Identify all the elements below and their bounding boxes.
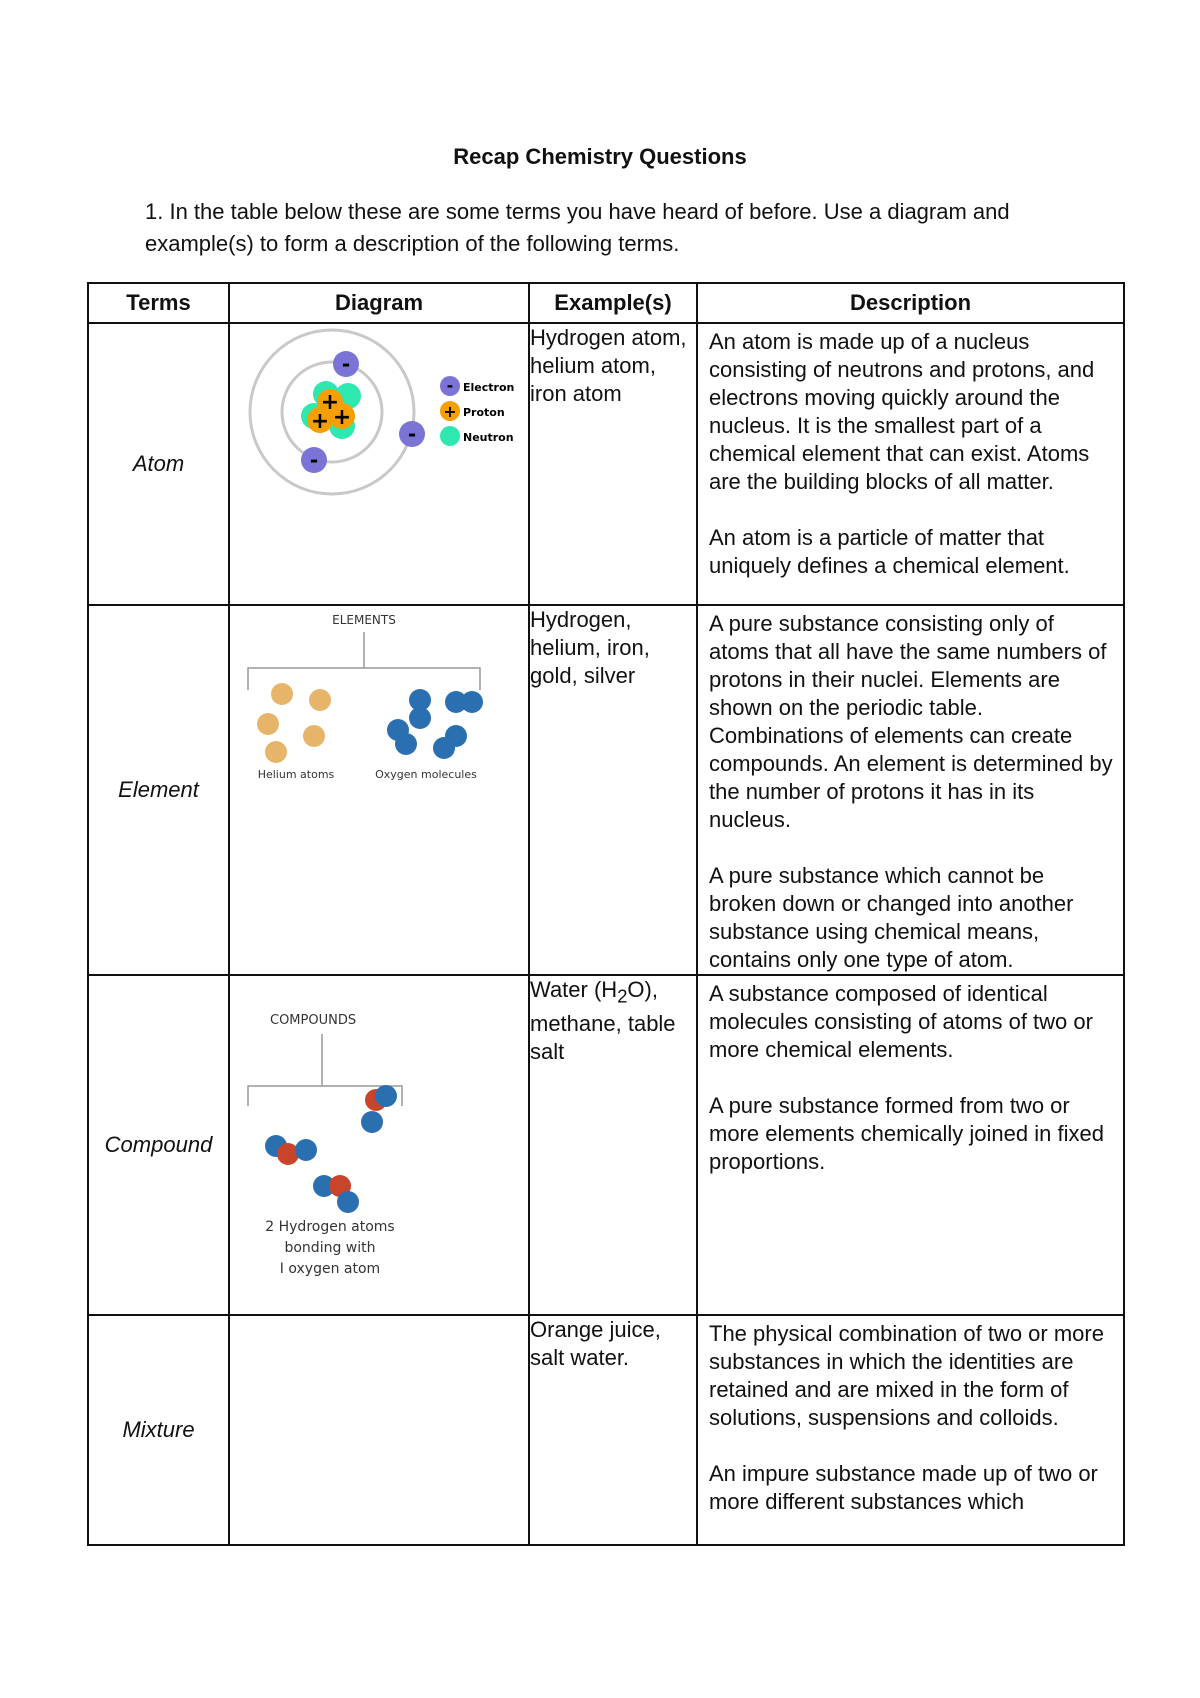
description-paragraph: An atom is a particle of matter that uniquely defines a chemical element.	[709, 525, 1070, 578]
description-paragraph: An impure substance made up of two or more different substances which	[709, 1461, 1098, 1514]
terms-table	[87, 282, 1125, 1546]
description-paragraph: A pure substance formed from two or more elements chemically joined in fixed proportions.	[709, 1093, 1104, 1174]
description-atom	[697, 323, 1124, 605]
svg-text:+: +	[332, 405, 352, 430]
svg-text:-: -	[309, 448, 319, 472]
table-row-element	[88, 605, 1124, 975]
description-element	[697, 605, 1124, 975]
atom-diagram	[230, 324, 526, 504]
svg-text:-: -	[407, 422, 417, 446]
page-title: Recap Chemistry Questions	[453, 144, 747, 169]
question-intro: 1. In the table below these are some terms you have heard of before. Use a diagram and example(s) to form a description of the following terms.	[145, 199, 1010, 256]
svg-text:-: -	[446, 376, 454, 395]
examples-compound: Water $(H_2O)$, methane, table salt	[529, 975, 697, 1315]
table-row-mixture	[88, 1315, 1124, 1545]
compound-caption-1: 2 Hydrogen atoms	[265, 1219, 395, 1235]
examples-mixture: Orange juice, salt water.	[529, 1315, 697, 1545]
elements-heading: ELEMENTS	[332, 613, 396, 627]
diagram-element	[229, 605, 529, 975]
term-mixture: Mixture	[88, 1315, 229, 1545]
compound-caption-3: I oxygen atom	[279, 1261, 381, 1276]
oxygen-label: Oxygen molecules	[375, 768, 477, 781]
compound-caption-2: bonding with	[284, 1240, 376, 1256]
term-atom: Atom	[88, 323, 229, 605]
header-examples: Example(s)	[529, 283, 697, 323]
svg-text:+: +	[320, 390, 340, 415]
compounds-diagram	[230, 976, 526, 1276]
header-terms: Terms	[88, 283, 229, 323]
elements-diagram	[230, 606, 526, 796]
table-row-atom	[88, 323, 1124, 605]
description-paragraph: A pure substance which cannot be broken down or changed into another substance using chemical means, contains only one type of atom.	[709, 863, 1074, 972]
term-element: Element	[88, 605, 229, 975]
description-compound	[697, 975, 1124, 1315]
examples-element: Hydrogen, helium, iron, gold, silver	[529, 605, 697, 975]
svg-text:-: -	[341, 352, 351, 376]
compounds-heading: COMPOUNDS	[270, 1013, 357, 1028]
svg-text:+: +	[310, 409, 330, 434]
diagram-mixture	[229, 1315, 529, 1545]
description-paragraph: The physical combination of two or more substances in which the identities are retained and are mixed in the form of solutions, suspensions and colloids.	[709, 1321, 1104, 1430]
legend-neutron: Neutron	[463, 431, 514, 444]
diagram-atom	[229, 323, 529, 605]
term-compound: Compound	[88, 975, 229, 1315]
header-description: Description	[697, 283, 1124, 323]
description-mixture	[697, 1315, 1124, 1545]
table-row-compound	[88, 975, 1124, 1315]
svg-text:+: +	[443, 402, 457, 421]
description-paragraph: A pure substance consisting only of atoms that all have the same numbers of protons in their nuclei. Elements are shown on the periodic table. Combinations of elements can create compounds. An element is determined by the number of protons it has in its nucleus.	[709, 611, 1113, 832]
examples-atom: Hydrogen atom, helium atom, iron atom	[529, 323, 697, 605]
legend-proton: Proton	[463, 406, 505, 419]
diagram-compound	[229, 975, 529, 1315]
description-paragraph: A substance composed of identical molecules consisting of atoms of two or more chemical elements.	[709, 981, 1093, 1062]
helium-label: Helium atoms	[257, 768, 335, 781]
description-paragraph: An atom is made up of a nucleus consisting of neutrons and protons, and electrons moving quickly around the nucleus. It is the smallest part of a chemical element that can exist. Atoms are the building blocks of all matter.	[709, 329, 1095, 494]
table-header-row	[88, 283, 1124, 323]
legend-electron: Electron	[463, 381, 515, 394]
header-diagram: Diagram	[229, 283, 529, 323]
